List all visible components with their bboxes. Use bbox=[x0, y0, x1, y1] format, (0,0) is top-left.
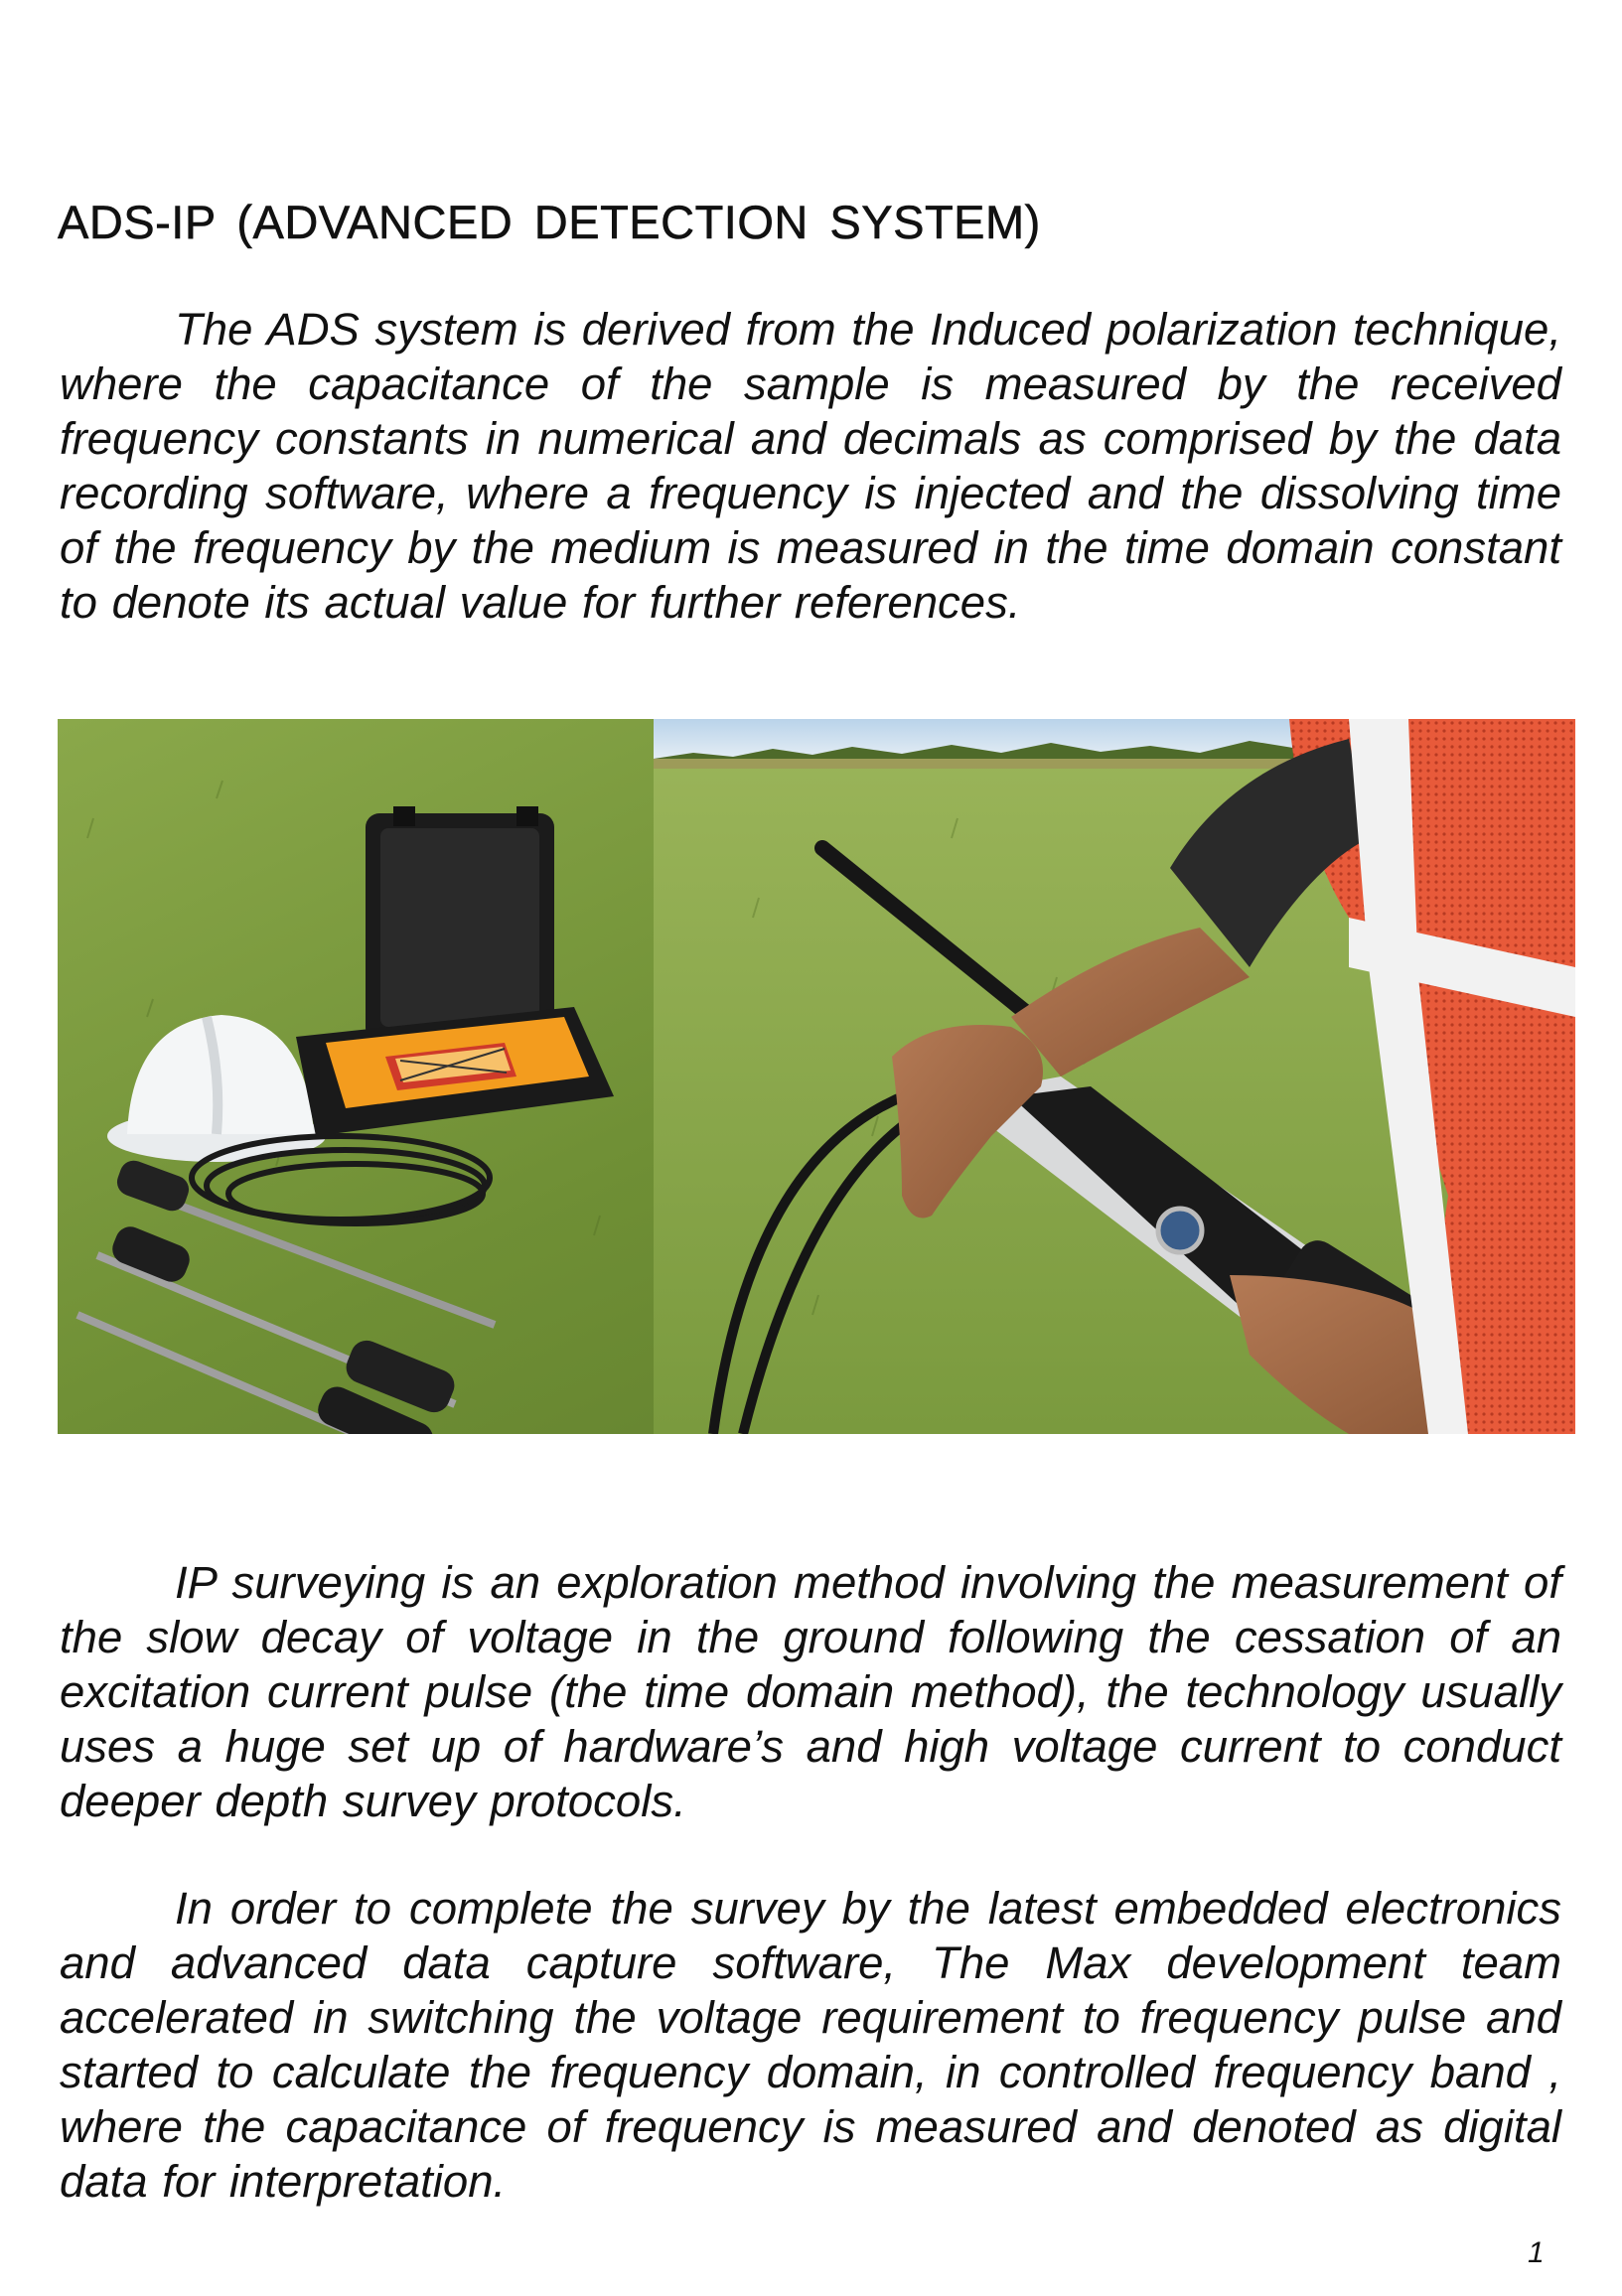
paragraph-1-text: The ADS system is derived from the Induced polarization technique, where the capacitance of the sample is measured by the received frequency constants in numerical and decimals as comprised by the data recording software, where a frequency is injected and the dissolving time of the frequency by the medium is measured in the time domain constant to denote its actual value for further references. bbox=[60, 304, 1561, 628]
paragraph-2 bbox=[60, 1555, 1561, 1828]
paragraph-2-text: IP surveying is an exploration method involving the measurement of the slow decay of voltage in the ground following the cessation of an excitation current pulse (the time domain method), the technology usually uses a huge set up of hardware’s and high voltage current to conduct deeper depth survey protocols. bbox=[60, 1557, 1561, 1826]
paragraph-3 bbox=[60, 1881, 1561, 2209]
ads-ip-field-photo bbox=[58, 719, 1575, 1434]
paragraph-1 bbox=[60, 302, 1561, 630]
document-title: ADS-IP (ADVANCED DETECTION SYSTEM) bbox=[58, 196, 1041, 248]
paragraph-3-text: In order to complete the survey by the latest embedded electronics and advanced data capture software, The Max development team accelerated in switching the voltage requirement to frequency pulse and started to calculate the frequency domain, in controlled frequency band , where the capacitance of frequency is measured and denoted as digital data for interpretation. bbox=[60, 1883, 1561, 2207]
field-equipment-illustration bbox=[58, 719, 1575, 1434]
page-number: 1 bbox=[1528, 2236, 1545, 2269]
